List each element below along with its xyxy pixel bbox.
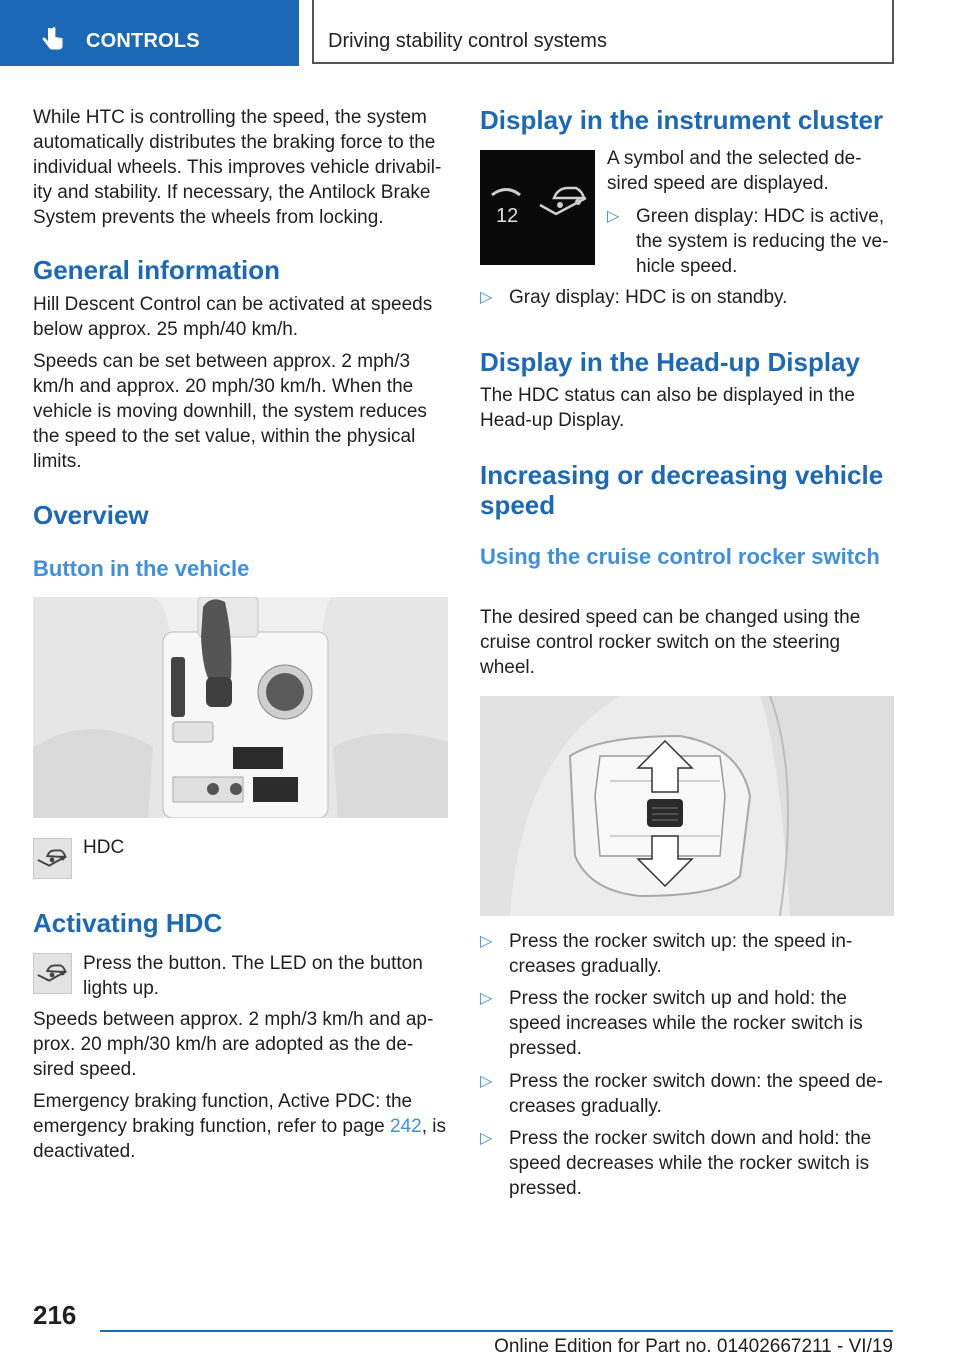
- overview-heading: Overview: [33, 500, 149, 530]
- rocker-bullet-3: ▷ Press the rocker switch down: the speed decreases gradually.: [480, 1071, 883, 1117]
- general-information-heading: General information: [33, 255, 281, 285]
- activating-paragraph-3: Emergency braking function, Active PDC: the emergency braking function, refer to page 242, is deactivated.: [33, 1091, 446, 1162]
- center-console-image: [33, 597, 448, 818]
- intro-paragraph: While HTC is controlling the speed, the system automatically distributes the braking force to the individual wheels. This improves vehicle drivability and stability. If necessary, the Antilock Brake System prevents the wheels from locking.: [33, 107, 442, 228]
- rocker-switch-heading: Using the cruise control rocker switch: [480, 544, 880, 569]
- hand-pointer-icon: [40, 26, 66, 52]
- chapter-header: [312, 0, 894, 64]
- rocker-bullet-4: ▷ Press the rocker switch down and hold: the speed decreases while the rocker switch is pressed.: [480, 1128, 872, 1199]
- cluster-paragraph: A symbol and the selected desired speed are displayed.: [607, 148, 862, 194]
- cluster-speed-value: 12: [496, 205, 519, 227]
- rocker-bullet-2: ▷ Press the rocker switch up and hold: the speed increases while the rocker switch is pressed.: [480, 988, 863, 1059]
- page-number: 216: [33, 1300, 77, 1330]
- cluster-display-image: [480, 150, 595, 265]
- hdc-label: HDC: [83, 837, 125, 858]
- footer-rule: [100, 1330, 893, 1332]
- button-in-vehicle-heading: Button in the vehicle: [33, 556, 250, 581]
- activating-hdc-heading: Activating HDC: [33, 908, 223, 938]
- page-reference-link[interactable]: 242: [389, 1116, 422, 1137]
- footer-edition: Online Edition for Part no. 01402667211 - VI/19: [494, 1336, 893, 1357]
- speed-adjust-heading: Increasing or decreasing vehicle speed: [480, 460, 884, 520]
- activating-paragraph-1: Press the button. The LED on the button lights up.: [83, 953, 423, 999]
- section-label: CONTROLS: [86, 30, 200, 52]
- instrument-cluster-heading: Display in the instrument cluster: [480, 105, 884, 135]
- cluster-bullet-gray: ▷ Gray display: HDC is on standby.: [480, 287, 788, 308]
- hud-heading: Display in the Head-up Display: [480, 347, 860, 377]
- hdc-button-icon: [33, 838, 72, 879]
- section-tab[interactable]: [0, 0, 299, 66]
- rocker-switch-image: [480, 696, 894, 916]
- activating-paragraph-2: Speeds between approx. 2 mph/3 km/h and approx. 20 mph/30 km/h are adopted as the desired speed.: [33, 1009, 434, 1080]
- general-paragraph-1: Hill Descent Control can be activated at speeds below approx. 25 mph/40 km/h.: [33, 294, 433, 340]
- rocker-bullet-1: ▷ Press the rocker switch up: the speed increases gradually.: [480, 931, 853, 977]
- chapter-title: Driving stability control systems: [328, 30, 607, 52]
- hdc-button-icon-small: [33, 953, 72, 994]
- rocker-paragraph: The desired speed can be changed using the cruise control rocker switch on the steering wheel.: [480, 607, 861, 678]
- hud-paragraph: The HDC status can also be displayed in the Head-up Display.: [480, 385, 855, 431]
- cluster-bullet-green: ▷ Green display: HDC is active, the system is reducing the vehicle speed.: [607, 206, 889, 277]
- general-paragraph-2: Speeds can be set between approx. 2 mph/3 km/h and approx. 20 mph/30 km/h. When the vehicle is moving downhill, the system reduces the speed to the set value, within the physical limits.: [33, 351, 427, 472]
